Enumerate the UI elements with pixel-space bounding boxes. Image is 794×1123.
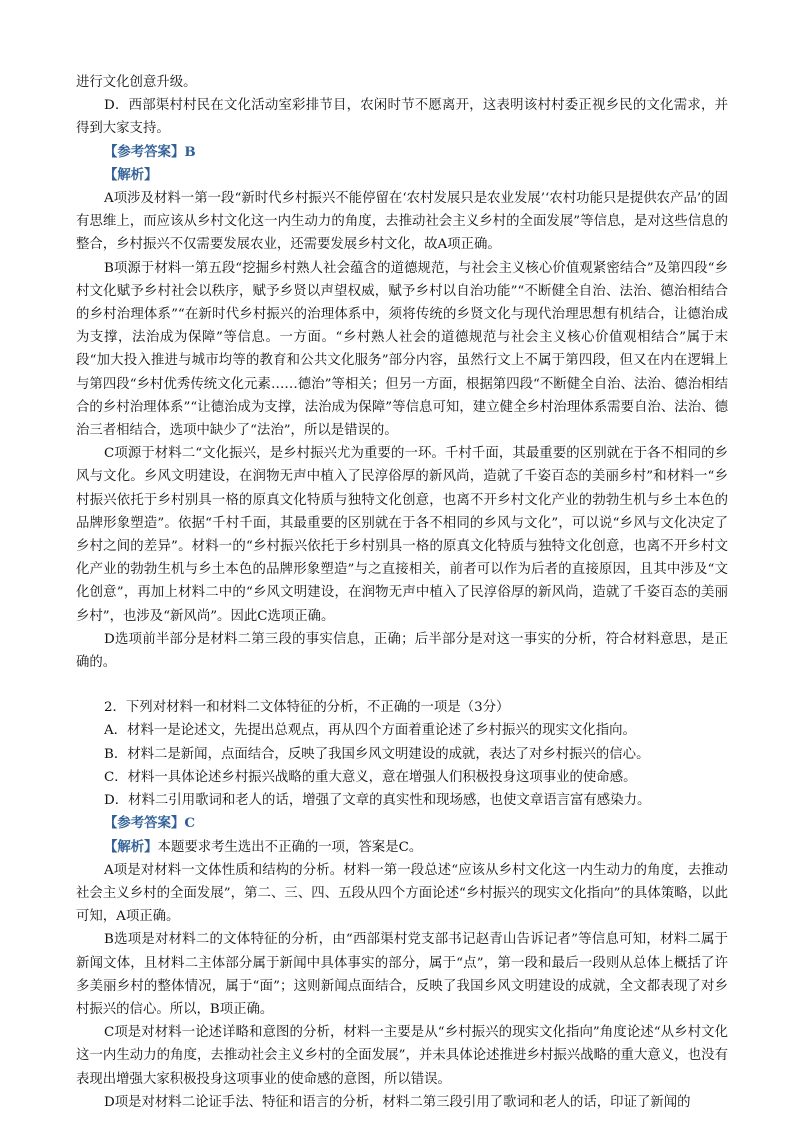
- q1-analysis-label: 【解析】: [104, 166, 158, 183]
- q2-analysis-a: A项是对材料一文体性质和结构的分析。材料一第一段总述“应该从乡村文化这一内生动力的角度，去推动社会主义乡村的全面发展”，第二、三、四、五段从四个方面论述“乡村振兴的现实文化指向”的具体策略，以此可知，A项正确。: [76, 862, 728, 925]
- q1-analysis-a: A项涉及材料一第一段“新时代乡村振兴不能停留在‘农村发展只是农业发展’‘农村功能只是提供农产品’的固有思维上，而应该从乡村文化这一内生动力的角度，去推动社会主义乡村的全面发展”等信息，是对这些信息的整合，乡村振兴不仅需要发展农业，还需要发展乡村文化，故A项正确。: [76, 191, 728, 253]
- q2-analysis-label: 【解析】: [104, 838, 158, 855]
- q1-option-c-tail: 进行文化创意升级。: [76, 75, 197, 90]
- q2-analysis-b: B选项是对材料二的文体特征的分析，由“西部渠村党支部书记赵青山告诉记者”等信息可知，材料二属于新闻文体，且材料二主体部分属于新闻中具体事实的部分，属于“点”，第一段和最后一段则从总体上概括了许多美丽乡村的整体情况，属于“面”；这则新闻点面结合，反映了我国乡风文明建设的成就，全文都表现了对乡村振兴的信心。所以，B项正确。: [76, 932, 728, 1017]
- document-page: [76, 71, 728, 1114]
- answer-value: C: [184, 815, 196, 832]
- q2-option-d: D．材料二引用歌词和老人的话，增强了文章的真实性和现场感，也使文章语言富有感染力。: [104, 793, 651, 809]
- q1-analysis-d: D选项前半部分是材料二第三段的事实信息，正确；后半部分是对这一事实的分析，符合材料意思，是正确的。: [76, 631, 728, 671]
- answer-label: 【参考答案】: [104, 143, 185, 160]
- answer-value: B: [184, 143, 196, 160]
- q2-analysis-intro: [76, 836, 728, 859]
- q1-analysis-b: B项源于材料一第五段“挖掘乡村熟人社会蕴含的道德规范，与社会主义核心价值观紧密结合”及第四段“乡村文化赋予乡村社会以秩序，赋予乡贤以声望权威，赋予乡村以自治功能”“不断健全自治、法治、德治相结合的乡村治理体系”“在新时代乡村振兴的治理体系中，须将传统的乡贤文化与现代治理思想有机结合，让德治成为支撑，法治成为保障”等信息。一方面。“乡村熟人社会的道德规范与社会主义核心价值观相结合”属于末段“加大投入推进与城市均等的教育和公共文化服务”部分内容，虽然行文上不属于第四段，但又在内在逻辑上与第四段“乡村优秀传统文化元素……德治”等相关；但另一方面，根据第四段“不断健全自治、法治、德治相结合的乡村治理体系”“让德治成为支撑，法治成为保障”等信息可知，建立健全乡村治理体系需要自治、法治、德治三者相结合，选项中缺少了“法治”，所以是错误的。: [76, 260, 728, 439]
- q2-analysis-d: D项是对材料二论证手法、特征和语言的分析，材料二第三段引用了歌词和老人的话，印证了新闻的: [104, 1094, 691, 1110]
- section-gap: [76, 674, 728, 696]
- q2-option-c: C．材料一具体论述乡村振兴战略的重大意义，意在增强人们积极投身这项事业的使命感。: [104, 769, 637, 785]
- q2-stem: 2．下列对材料一和材料二文体特征的分析，不正确的一项是（3分）: [104, 700, 510, 716]
- q1-answer: [76, 141, 728, 164]
- q2-analysis-c: C项是对材料一论述详略和意图的分析，材料一主要是从“乡村振兴的现实文化指向”角度论述“从乡村文化这一内生动力的角度，去推动社会主义乡村的全面发展”，并未具体论述推进乡村振兴战略的重大意义，也没有表现出增强大家积极投身这项事业的使命感的意图，所以错误。: [76, 1025, 728, 1087]
- answer-label: 【参考答案】: [104, 815, 185, 832]
- q2-option-a: A．材料一是论述文，先提出总观点，再从四个方面着重论述了乡村振兴的现实文化指向。: [104, 723, 636, 739]
- q1-analysis-c: C项源于材料二“文化振兴，是乡村振兴尤为重要的一环。千村千面，其最重要的区别就在于各不相同的乡风与文化。乡风文明建设，在润物无声中植入了民淳俗厚的新风尚，造就了千姿百态的美丽乡村”和材料一“乡村振兴依托于乡村别具一格的原真文化特质与独特文化创意，也离不开乡村文化产业的勃勃生机与乡土本色的品牌形象塑造”。依据“千村千面，其最重要的区别就在于各不相同的乡风与文化”，可以说“乡风与文化决定了乡村之间的差异”。材料一的“乡村振兴依托于乡村别具一格的原真文化特质与独特文化创意，也离不开乡村文化产业的勃勃生机与乡土本色的品牌形象塑造”与之直接相关，前者可以作为后者的直接原因，且其中涉及“文化创意”，再加上材料二中的“乡风文明建设，在润物无声中植入了民淳俗厚的新风尚，造就了千姿百态的美丽乡村”，也涉及“新风尚”。因此C选项正确。: [76, 446, 728, 624]
- q2-analysis-intro-text: 本题要求考生选出不正确的一项，答案是C。: [157, 839, 423, 855]
- q2-option-b: B．材料二是新闻，点面结合，反映了我国乡风文明建设的成就，表达了对乡村振兴的信心。: [104, 746, 650, 762]
- q1-option-d: D．西部渠村村民在文化活动室彩排节目，农闲时节不愿离开，这表明该村村委正视乡民的文化需求，并得到大家支持。: [76, 98, 728, 137]
- q2-answer: [76, 812, 728, 835]
